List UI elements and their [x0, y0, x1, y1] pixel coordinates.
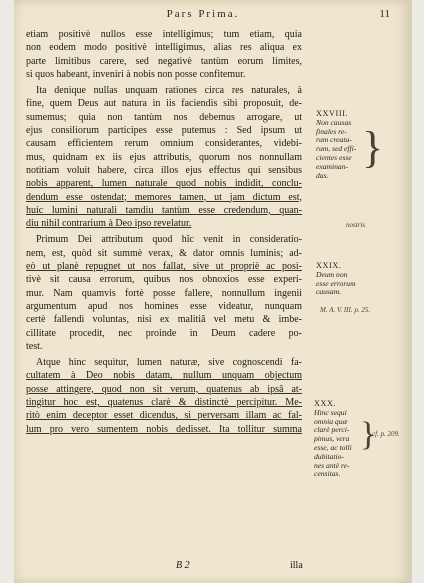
text-line: parte limitibus carere, sed negativè tantùm eorum limites, — [26, 55, 302, 67]
text-line: si quos habeant, inveniri à nobis non posse confitemur. — [26, 68, 246, 80]
text-line: Ita denique nullas unquam rationes circa res naturales, à — [36, 85, 302, 97]
underlined-line: ritò enim deceptor esset dicendus, si perversam illam ac fal- — [26, 410, 302, 422]
margin-note-line: dubitatio- — [314, 451, 344, 461]
text-line: fine, quem Deus aut natura in iis faciendis sibi proposuit, de- — [26, 98, 302, 110]
main-text — [26, 28, 302, 436]
text-line: non eodem modo positivè intelligimus, alias res aliqua ex — [26, 42, 302, 54]
text-line: Atque hinc sequitur, lumen naturæ, sive cognoscendi fa- — [36, 357, 302, 369]
text-line: nem, est, quòd sit summè verax, & dator omnis luminis; ad- — [26, 247, 302, 259]
underlined-line: eò ut planè repugnet ut nos fallat, sive ut propriè ac posi- — [26, 261, 302, 273]
underlined-line: posse attingere, quod non sit verum, quatenus ab ipsâ at- — [26, 383, 302, 395]
text-line: notitiam voluit habere, circa illos ejus effectus qui sensibus — [26, 164, 302, 176]
underlined-line: lum pro vero sumentem nobis dedisset. Ita tollitur summa — [26, 423, 302, 435]
underlined-line: tingitur hoc est, quatenus clarè & distinctè percipitur. Me- — [26, 397, 302, 409]
handwritten-note: nostris — [346, 221, 366, 229]
text-line: causam efficientem rerum omnium considerantes, videbi- — [26, 138, 302, 150]
margin-note-line: censitas. — [314, 469, 341, 479]
underlined-line: nobis apparent, lumen naturale quod nobis indidit, conclu- — [26, 178, 302, 190]
underlined-line: cultatem à Deo nobis datam, nullum unquam objectum — [26, 370, 302, 382]
text-line: argumentum apud nos homines esse videatur, nunquam — [26, 300, 302, 312]
text-line: etiam positivè nullos esse intelligimus; tum etiam, quia — [26, 29, 302, 40]
margin-note-29 — [316, 262, 356, 297]
handwritten-reference: cf. p. 209. — [372, 430, 400, 438]
running-head: Pars Prima. — [166, 8, 240, 20]
margin-note-line: das. — [316, 170, 329, 180]
margin-note-line: pimus, vera — [314, 434, 350, 444]
margin-note-line: rum creata- — [316, 135, 352, 145]
margin-note-line: Non causas — [316, 117, 352, 127]
page-number: 11 — [379, 8, 390, 20]
margin-note-28 — [316, 110, 356, 180]
page-edge — [408, 0, 412, 583]
handwritten-reference: M. A. V. III. p. 25. — [320, 306, 371, 314]
catchword: illa — [290, 560, 303, 571]
text-line: mur. Nam quamvis fortè posse fallere, nonnullum ingenii — [26, 287, 302, 299]
margin-note-line: esse errorum — [316, 278, 356, 288]
text-line: mus, quidnam ex iis ejus attributis, quorum nos nonnullam — [26, 151, 302, 163]
margin-note-line: Hinc sequi — [314, 407, 347, 417]
margin-note-30 — [314, 400, 352, 479]
text-line: sumemus; quia non tantùm nos debemus arrogare, ut — [26, 111, 302, 123]
margin-note-line: esse, ac tolli — [314, 442, 352, 452]
text-line: Primum Dei attributum quod hîc venit in consideratio- — [36, 234, 302, 246]
margin-note-line: rum, sed effi- — [316, 144, 357, 154]
text-line: tivè sit causa errorum, quibus nos obnoxios esse experi- — [26, 274, 302, 286]
handwritten-bracket: } — [362, 123, 384, 172]
margin-note-number: XXX. — [314, 399, 337, 408]
margin-note-line: examinan- — [316, 161, 349, 171]
margin-note-number: XXVIII. — [316, 109, 349, 118]
underlined-line: diu nihil contrarium à Deo ipso revelatur. — [26, 218, 192, 230]
margin-note-line: Deum non — [316, 269, 348, 279]
text-line: test. — [26, 340, 43, 352]
margin-note-line: clarè perci- — [314, 425, 350, 435]
margin-note-line: omnia quæ — [314, 416, 348, 426]
margin-note-line: finales re- — [316, 126, 347, 136]
signature-mark: B 2 — [176, 560, 190, 571]
margin-note-line: cientes esse — [316, 152, 352, 162]
handwritten-bracket: } — [360, 416, 377, 453]
text-line: ejus consiliorum participes esse putemus : Sed ipsum ut — [26, 125, 302, 137]
underlined-line: huic lumini naturali tamdiu tantùm esse credendum, quan- — [26, 204, 302, 216]
margin-note-line: causam. — [316, 287, 342, 297]
underlined-line: dendum esse ostendat; memores tamen, ut jam dictum est, — [26, 191, 302, 203]
text-line: cillitate procedit, nec proinde in Deum cadere po- — [26, 327, 302, 339]
text-line: certè fallendi voluntas, nisi ex malitiâ vel metu & imbe- — [26, 314, 302, 326]
margin-note-number: XXIX. — [316, 261, 342, 270]
margin-note-line: nes antè re- — [314, 460, 350, 470]
